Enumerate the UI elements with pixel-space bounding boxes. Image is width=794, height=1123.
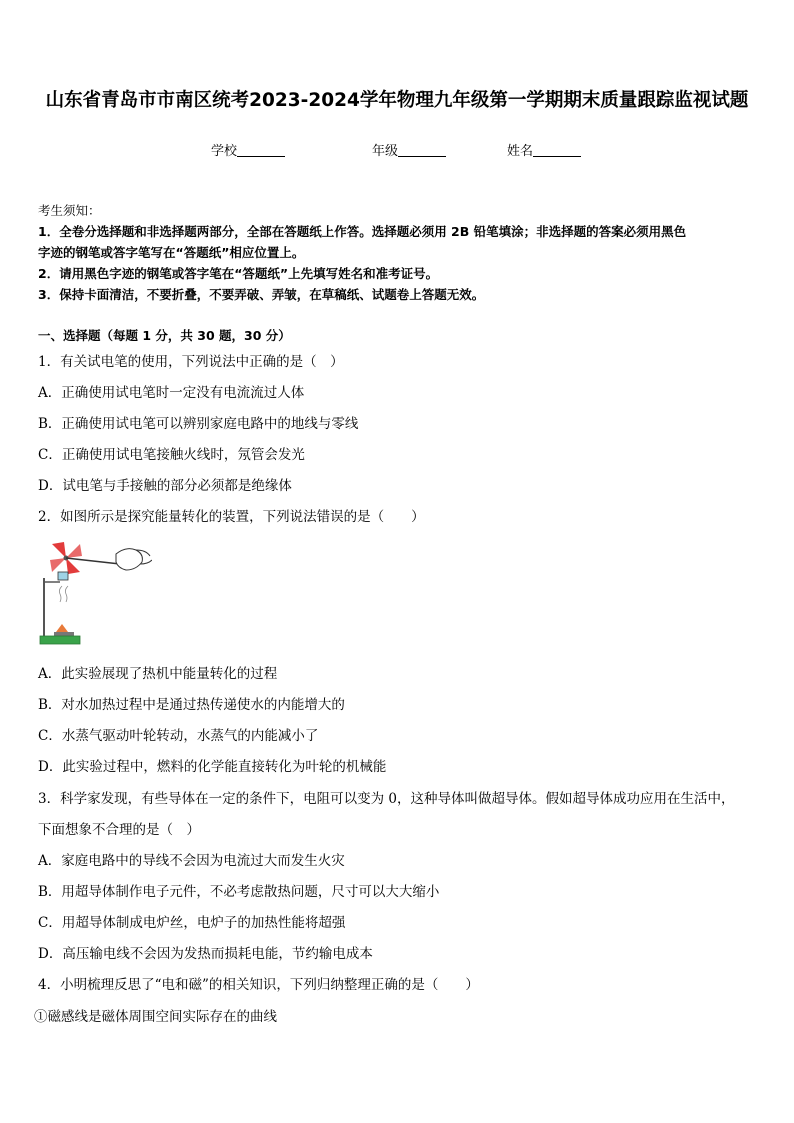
section-heading: 一、选择题（每题 1 分，共 30 题，30 分）	[38, 328, 291, 343]
q1-option-c: C．正确使用试电笔接触火线时，氖管会发光	[38, 447, 305, 463]
notice-item-3: 3．保持卡面清洁，不要折叠，不要弄破、弄皱，在草稿纸、试题卷上答题无效。	[38, 287, 485, 302]
q3-stem-line2: 下面想象不合理的是（ ）	[38, 822, 200, 838]
notice-heading: 考生须知：	[38, 203, 101, 218]
q1-stem: 1．有关试电笔的使用，下列说法中正确的是（ ）	[38, 354, 344, 370]
notice-item-1-cont: 字迹的钢笔或答字笔写在“答题纸”相应位置上。	[38, 245, 305, 260]
q3-stem-line1: 3．科学家发现，有些导体在一定的条件下，电阻可以变为 0，这种导体叫做超导体。假如超导体成功应用在生活中，	[38, 791, 735, 807]
q2-option-b: B．对水加热过程中是通过热传递使水的内能增大的	[38, 697, 345, 713]
q2-option-d: D．此实验过程中，燃料的化学能直接转化为叶轮的机械能	[38, 759, 387, 775]
notice-item-2: 2．请用黑色字迹的钢笔或答字笔在“答题纸”上先填写姓名和准考证号。	[38, 266, 439, 281]
school-label: 学校	[211, 144, 238, 159]
q2-option-a: A．此实验展现了热机中能量转化的过程	[38, 666, 278, 682]
grade-label: 年级	[372, 144, 399, 159]
q4-stem: 4．小明梳理反思了“电和磁”的相关知识，下列归纳整理正确的是（ ）	[38, 977, 479, 993]
q1-option-b: B．正确使用试电笔可以辨别家庭电路中的地线与零线	[38, 416, 359, 432]
q3-option-a: A．家庭电路中的导线不会因为电流过大而发生火灾	[38, 853, 345, 869]
notice-item-1: 1．全卷分选择题和非选择题两部分，全部在答题纸上作答。选择题必须用 2B 铅笔填涂；非选择题的答案必须用黑色	[38, 224, 687, 239]
q2-stem: 2．如图所示是探究能量转化的装置，下列说法错误的是（ ）	[38, 509, 425, 525]
q1-option-d: D．试电笔与手接触的部分必须都是绝缘体	[38, 478, 292, 494]
q4-item-1: ①磁感线是磁体周围空间实际存在的曲线	[34, 1009, 277, 1025]
name-blank	[533, 143, 581, 157]
q3-option-b: B．用超导体制作电子元件，不必考虑散热问题，尺寸可以大大缩小	[38, 884, 440, 900]
page-title: 山东省青岛市市南区统考2023-2024学年物理九年级第一学期期末质量跟踪监视试题	[45, 90, 749, 111]
grade-field	[372, 140, 446, 159]
q2-option-c: C．水蒸气驱动叶轮转动，水蒸气的内能减小了	[38, 728, 319, 744]
pinwheel-steam-apparatus-icon	[36, 540, 152, 648]
name-field	[507, 140, 581, 159]
grade-blank	[398, 143, 446, 157]
school-blank	[237, 143, 285, 157]
q3-option-d: D．高压输电线不会因为发热而损耗电能，节约输电成本	[38, 946, 373, 962]
q1-option-a: A．正确使用试电笔时一定没有电流流过人体	[38, 385, 305, 401]
energy-conversion-figure	[36, 540, 152, 648]
school-field	[211, 140, 285, 159]
name-label: 姓名	[507, 144, 534, 159]
q3-option-c: C．用超导体制成电炉丝，电炉子的加热性能将超强	[38, 915, 346, 931]
